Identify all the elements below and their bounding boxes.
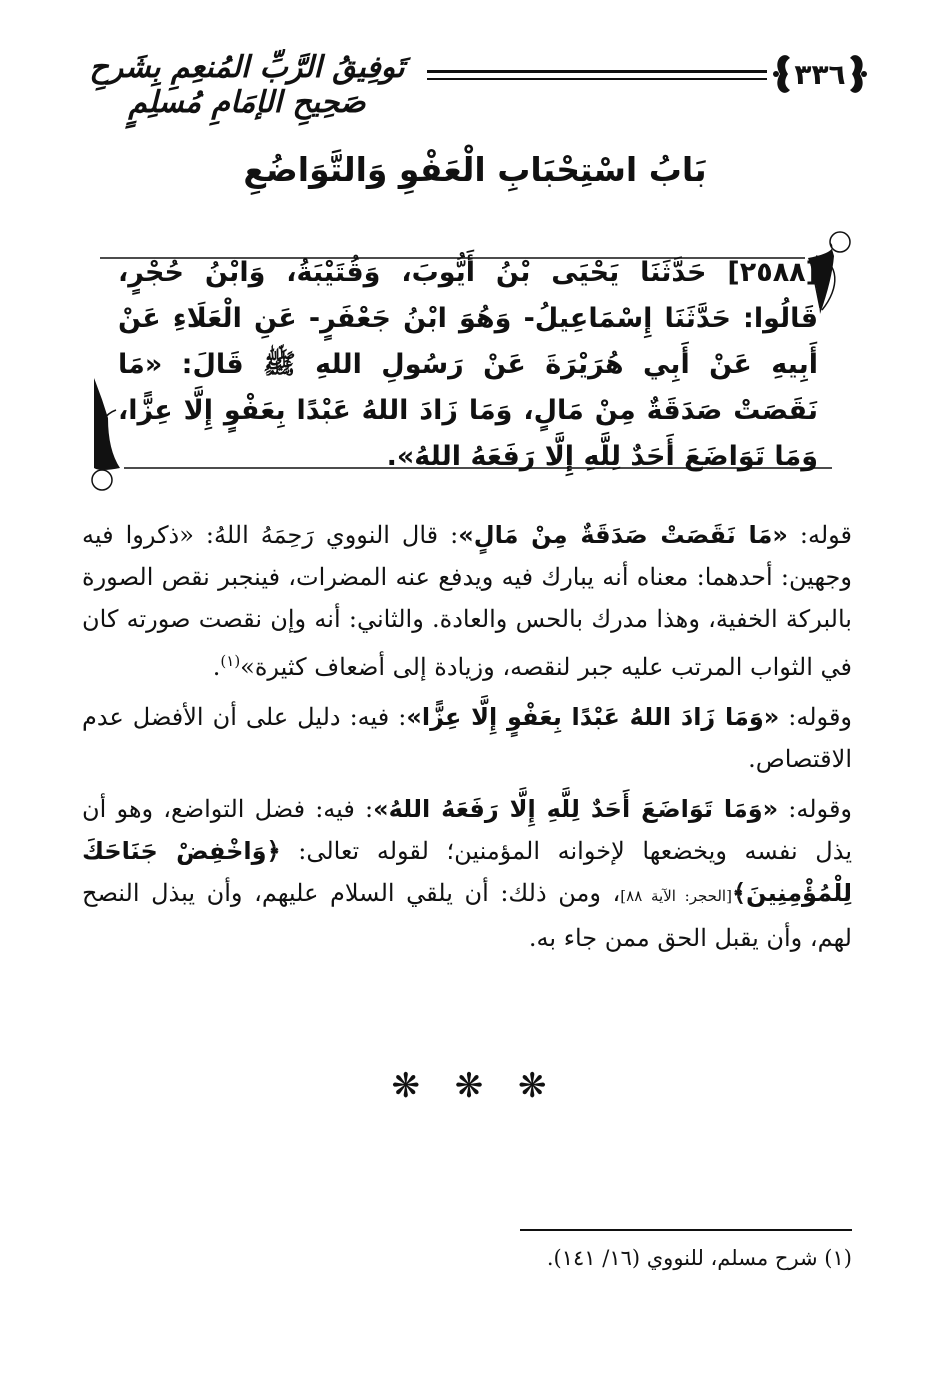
commentary-paragraph-3 [82,788,852,959]
footnote: (١) شرح مسلم، للنووي (١٦/ ١٤١). [546,1246,852,1270]
asterisk-flower-icon: ❋ ❋ ❋ [391,1066,559,1106]
chapter-title: بَابُ اسْتِحْبَابِ الْعَفْوِ وَالتَّوَاضُعِ [243,150,707,189]
hadith-quote: «وَمَا تَوَاضَعَ أَحَدٌ لِلَّهِ إِلَّا رَفَعَهُ اللهُ» [373,795,779,823]
commentary-paragraph-2 [82,696,852,780]
paragraph-prefix: قوله: [787,521,852,549]
hadith-quote: «وَمَا زَادَ اللهُ عَبْدًا بِعَفْوٍ إِلَّا عِزًّا» [406,703,780,731]
footnote-ref[interactable]: (١) [220,652,241,670]
hadith-paragraph: [٢٥٨٨] حَدَّثَنَا يَحْيَى بْنُ أَيُّوبَ، وَقُتَيْبَةُ، وَابْنُ حُجْرٍ، قَالُوا: حَدَّثَنَا إِسْمَاعِيلُ- وَهُوَ ابْنُ جَعْفَرٍ- عَنِ الْعَلَاءِ عَنْ أَبِيهِ عَنْ أَبِي هُرَيْرَةَ عَنْ رَسُولِ اللهِ ﷺ قَالَ: «مَا نَقَصَتْ صَدَقَةٌ مِنْ مَالٍ، وَمَا زَادَ اللهُ عَبْدًا بِعَفْوٍ إِلَّا عِزًّا، وَمَا تَوَاضَعَ أَحَدٌ لِلَّهِ إِلَّا رَفَعَهُ اللهُ». [118,257,818,472]
paragraph-end: . [212,653,221,681]
verse-reference: [الحجر: الآية ٨٨] [620,887,732,905]
paragraph-text: : قال النووي رَحِمَهُ اللهُ: «ذكروا فيه وجهين: أحدهما: معناه أنه يبارك فيه ويدفع عنه المضرات، فينجبر نقص الصورة بالبركة الخفية، وهذا مدرك بالحس والعادة. والثاني: أنه وإن نقصت صورته كان في الثواب المرتب عليه جبر لنقصه، وزيادة إلى أضعاف كثيرة» [82,521,852,681]
hadith-quote: «مَا نَقَصَتْ صَدَقَةٌ مِنْ مَالٍ» [458,521,788,549]
footnote-rule [520,1229,852,1231]
paragraph-text: : فيه: دليل على أن الأفضل عدم الاقتصاص. [82,703,852,773]
commentary-paragraph-1 [82,514,852,688]
commentary [82,514,852,967]
paragraph-prefix: وقوله: [778,795,853,823]
paragraph-prefix: وقوله: [779,703,853,731]
page-number: ٣٣٦ [794,58,846,91]
book-title: تَوفِيقُ الرَّبِّ المُنعِمِ بِشَرحِ صَحِيحِ الإمَامِ مُسلِمٍ [89,50,405,120]
hadith-text [118,250,818,480]
page-header [82,44,870,120]
header-rule [427,70,767,80]
quran-verse: ﴿وَاخْفِضْ جَنَاحَكَ لِلْمُؤْمِنِينَ﴾ [82,837,852,907]
paragraph-text: : فيه: فضل التواضع، وهو أن يذل نفسه ويخضعها لإخوانه المؤمنين؛ لقوله تعالى: [82,795,852,865]
page-number-ornament [770,46,870,102]
paragraph-text: ، ومن ذلك: أن يلقي السلام عليهم، وأن يبذل النصح لهم، وأن يقبل الحق ممن جاء به. [82,879,852,952]
